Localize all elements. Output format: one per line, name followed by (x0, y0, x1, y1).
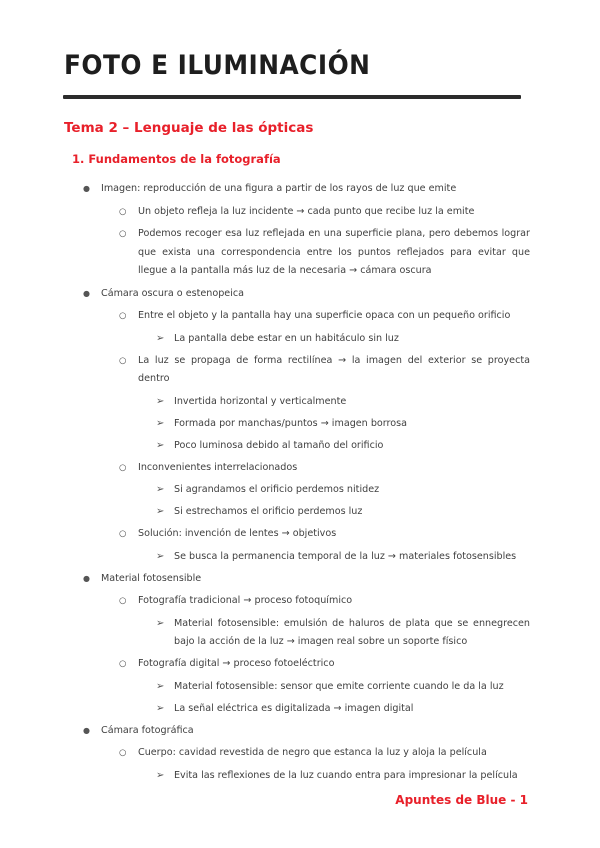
page-footer: Apuntes de Blue - 1 (395, 793, 528, 807)
list-item-level-3 (0, 503, 600, 522)
arrow-bullet-icon: ➢ (156, 769, 165, 781)
list-item-level-3 (0, 481, 600, 500)
bullet-dot-icon: ● (83, 184, 90, 193)
bullet-circle-icon: ○ (119, 748, 127, 758)
list-item-level-2 (0, 459, 600, 478)
list-item-level-1 (0, 180, 600, 199)
bullet-circle-icon: ○ (119, 206, 127, 217)
list-item-text: Se busca la permanencia temporal de la luz → materiales fotosensibles (174, 550, 517, 562)
arrow-bullet-icon: ➢ (156, 702, 165, 714)
list-item-text: Inconvenientes interrelacionados (138, 461, 298, 473)
list-item-text: Cámara fotográfica (101, 724, 194, 736)
list-item-level-2 (0, 525, 600, 544)
list-item-text: Material fotosensible: sensor que emite corriente cuando le da la luz (174, 680, 504, 692)
arrow-bullet-icon: ➢ (156, 417, 165, 429)
list-item-text: Entre el objeto y la pantalla hay una superficie opaca con un pequeño orificio (138, 310, 511, 321)
list-item-text: La pantalla debe estar en un habitáculo sin luz (174, 332, 399, 344)
list-item-level-2 (0, 592, 600, 611)
list-item-text: Material fotosensible: emulsión de haluros de plata que se ennegrecen bajo la acción de la luz → imagen real sobre un soporte físico (174, 617, 530, 647)
arrow-bullet-icon: ➢ (156, 617, 165, 629)
list-item-level-2 (0, 744, 600, 763)
list-item-text: Imagen: reproducción de una figura a partir de los rayos de luz que emite (101, 183, 457, 194)
list-item-text: Poco luminosa debido al tamaño del orificio (174, 439, 384, 451)
list-item-level-1 (0, 285, 600, 304)
bullet-circle-icon: ○ (119, 229, 127, 239)
list-item-level-2 (0, 225, 600, 281)
bullet-dot-icon: ● (83, 288, 90, 298)
arrow-bullet-icon: ➢ (156, 332, 165, 344)
bullet-circle-icon: ○ (119, 596, 127, 606)
list-item-level-3 (0, 437, 600, 456)
list-item-level-3 (0, 678, 600, 697)
list-item-text: Solución: invención de lentes → objetivos (138, 528, 337, 539)
list-item-text: Fotografía tradicional → proceso fotoquímico (138, 595, 353, 606)
list-item-level-3 (0, 767, 600, 786)
list-item-level-2 (0, 655, 600, 674)
list-item-level-2 (0, 352, 600, 389)
list-item-text: Cuerpo: cavidad revestida de negro que estanca la luz y aloja la película (138, 747, 487, 758)
arrow-bullet-icon: ➢ (156, 506, 165, 517)
list-item-level-2 (0, 307, 600, 326)
bullet-circle-icon: ○ (119, 462, 127, 473)
list-item-text: Evita las reflexiones de la luz cuando entra para impresionar la película (174, 769, 518, 781)
list-item-level-2 (0, 203, 600, 222)
list-item-level-3 (0, 615, 600, 652)
page-title: FOTO E ILUMINACIÓN (64, 50, 371, 81)
list-item-level-3 (0, 700, 600, 719)
list-item-level-3 (0, 330, 600, 349)
list-item-text: Fotografía digital → proceso fotoeléctrico (138, 658, 335, 669)
notes-content (0, 180, 600, 789)
list-item-text: Un objeto refleja la luz incidente → cada punto que recibe luz la emite (138, 205, 475, 217)
list-item-level-1 (0, 570, 600, 589)
list-item-text: La señal eléctrica es digitalizada → imagen digital (174, 702, 414, 714)
section-heading: Tema 2 – Lenguaje de las ópticas (64, 120, 314, 136)
list-item-text: Invertida horizontal y verticalmente (174, 395, 347, 407)
arrow-bullet-icon: ➢ (156, 550, 165, 562)
bullet-circle-icon: ○ (119, 529, 127, 539)
bullet-circle-icon: ○ (119, 659, 127, 669)
list-item-text: Si estrechamos el orificio perdemos luz (174, 506, 363, 517)
list-item-level-1 (0, 722, 600, 741)
bullet-dot-icon: ● (83, 725, 90, 735)
list-item-text: Cámara oscura o estenopeica (101, 287, 245, 299)
list-item-text: Formada por manchas/puntos → imagen borrosa (174, 417, 408, 429)
bullet-circle-icon: ○ (119, 355, 127, 366)
bullet-circle-icon: ○ (119, 311, 127, 321)
list-item-text: La luz se propaga de forma rectilínea → la imagen del exterior se proyecta dentro (138, 354, 530, 384)
title-underline (63, 95, 521, 99)
list-item-text: Material fotosensible (101, 572, 202, 584)
arrow-bullet-icon: ➢ (156, 680, 165, 692)
bullet-dot-icon: ● (83, 573, 90, 583)
list-item-level-3 (0, 548, 600, 567)
arrow-bullet-icon: ➢ (156, 439, 165, 451)
list-item-text: Podemos recoger esa luz reflejada en una superficie plana, pero debemos lograr que exista una correspondencia entre los puntos reflejados para evitar que llegue a la pantalla más luz de la necesaria → cámara oscura (138, 228, 530, 276)
arrow-bullet-icon: ➢ (156, 395, 165, 407)
list-item-level-3 (0, 415, 600, 434)
list-item-level-3 (0, 393, 600, 412)
arrow-bullet-icon: ➢ (156, 484, 165, 495)
subsection-heading: 1. Fundamentos de la fotografía (72, 152, 281, 166)
list-item-text: Si agrandamos el orificio perdemos nitidez (174, 484, 380, 495)
